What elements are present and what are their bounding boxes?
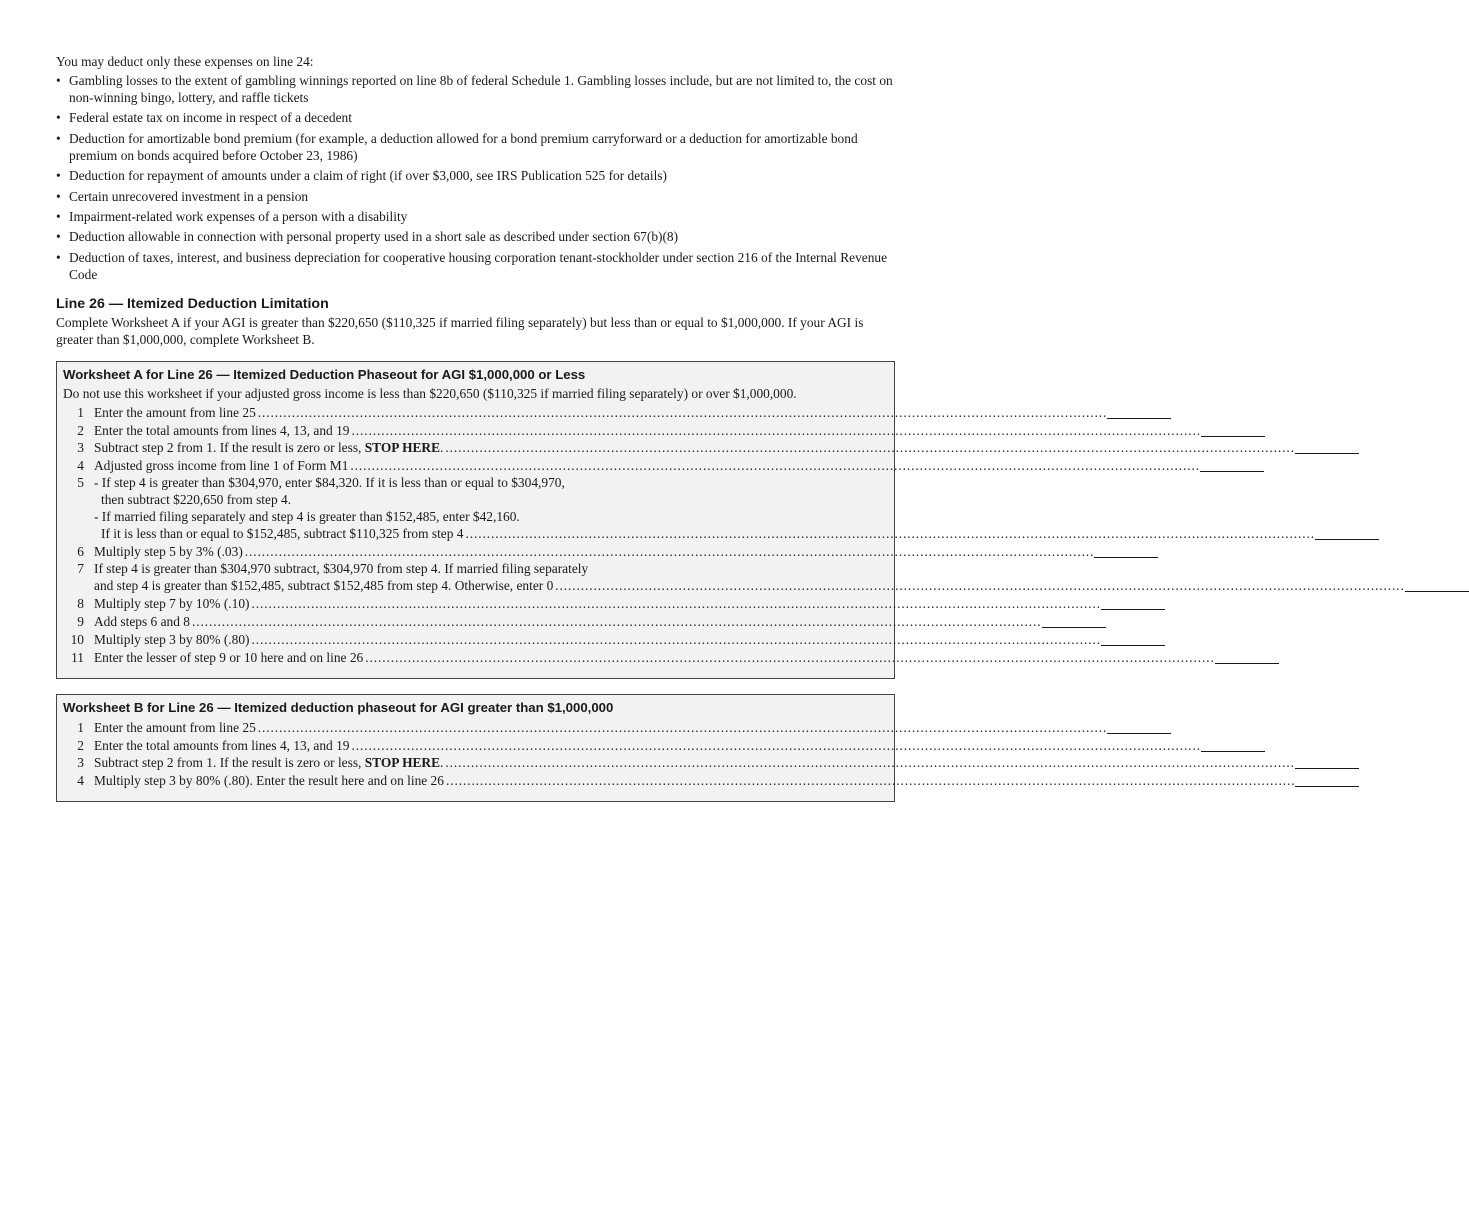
step-number: 11: [71, 649, 84, 665]
worksheet-a-step-8: [63, 594, 1102, 612]
step-number: 4: [77, 458, 84, 474]
step-number: 3: [77, 440, 84, 456]
list-item: • Certain unrecovered investment in a pension: [56, 188, 895, 205]
step-text: then subtract $220,650 from step 4.: [101, 492, 292, 508]
worksheet-b: [56, 694, 1296, 803]
worksheet-a-step-4-entry[interactable]: [1200, 457, 1264, 472]
step-text: - If step 4 is greater than $304,970, enter $84,320. If it is less than or equal to $304,970,: [94, 475, 565, 491]
leader-dots: ........................................................................................................................................................................................................: [365, 649, 1215, 665]
list-item: • Deduction allowable in connection with personal property used in a short sale as described under section 67(b)(8): [56, 228, 895, 245]
step-number: 5: [77, 475, 84, 491]
step-number: 1: [77, 404, 84, 420]
step-text: - If married filing separately and step 4 is greater than $152,485, enter $42,160.: [94, 509, 520, 525]
worksheet-b-step-1-entry[interactable]: [1107, 719, 1171, 734]
list-item: • Deduction of taxes, interest, and business depreciation for cooperative housing corporation tenant-stockholder under section 216 of the Internal Revenue Code: [56, 249, 895, 283]
worksheet-a-step-11-entry[interactable]: [1215, 649, 1279, 664]
deductible-expenses-list: [56, 72, 895, 283]
line26-instructions: Complete Worksheet A if your AGI is greater than $220,650 ($110,325 if married filing separately) but less than or equal to $1,000,000. If your AGI is greater than $1,000,000, complete Worksheet B.: [56, 314, 864, 347]
leader-dots: ........................................................................................................................................................................................................: [257, 719, 1108, 735]
leader-dots: ........................................................................................................................................................................................................: [445, 773, 1296, 789]
step-text: Adjusted gross income from line 1 of Form M1: [94, 458, 349, 474]
step-text: Multiply step 7 by 10% (.10): [94, 596, 250, 612]
step-number: 8: [77, 596, 84, 612]
worksheet-a-step-2-entry[interactable]: [1201, 422, 1265, 437]
step-text: Enter the lesser of step 9 or 10 here and on line 26: [94, 649, 364, 665]
step-number: 1: [77, 719, 84, 735]
step-text: Multiply step 3 by 80% (.80): [94, 631, 250, 647]
worksheet-a-step-1: [63, 403, 1108, 421]
step-text: Subtract step 2 from 1. If the result is zero or less, STOP HERE.: [94, 440, 444, 456]
worksheet-a-step-5-entry[interactable]: [1315, 525, 1379, 540]
step-text: Enter the amount from line 25: [94, 719, 256, 735]
intro-text: You may deduct only these expenses on line 24:: [56, 54, 314, 69]
worksheet-b-step-4-entry[interactable]: [1295, 772, 1359, 787]
step-text: Multiply step 5 by 3% (.03): [94, 544, 243, 560]
stop-here-label: STOP HERE: [364, 755, 441, 771]
leader-dots: ........................................................................................................................................................................................................: [257, 404, 1108, 420]
leader-dots: ........................................................................................................................................................................................................: [351, 422, 1202, 438]
worksheet-a-step-9-entry[interactable]: [1042, 613, 1106, 628]
step-text: Subtract step 2 from 1. If the result is zero or less, STOP HERE.: [94, 755, 444, 771]
line26-heading: Line 26 — Itemized Deduction Limitation: [56, 295, 329, 312]
step-text: Add steps 6 and 8: [94, 613, 190, 629]
list-item: • Gambling losses to the extent of gambling winnings reported on line 8b of federal Schedule 1. Gambling losses include, but are not limited to, the cost on non-winning bingo, lottery, and raffle tickets: [56, 72, 895, 106]
step-number: 7: [77, 561, 84, 577]
leader-dots: ........................................................................................................................................................................................................: [465, 526, 1316, 542]
step-text: and step 4 is greater than $152,485, subtract $152,485 from step 4. Otherwise, enter 0: [94, 578, 554, 594]
worksheet-a-step-7-entry[interactable]: [1405, 577, 1469, 592]
worksheet-a-title: Worksheet A for Line 26 — Itemized Deduction Phaseout for AGI $1,000,000 or Less: [63, 366, 586, 382]
list-item: • Federal estate tax on income in respect of a decedent: [56, 109, 895, 126]
worksheet-a-step-6-entry[interactable]: [1094, 543, 1158, 558]
step-number: 2: [77, 737, 84, 753]
worksheet-b-step-3-entry[interactable]: [1295, 754, 1359, 769]
worksheet-a-step-2: [63, 421, 1202, 439]
worksheet-a-step-9: [63, 612, 1042, 630]
worksheet-a: [56, 361, 1405, 679]
leader-dots: ........................................................................................................................................................................................................: [191, 613, 1042, 629]
step-text: Enter the total amounts from lines 4, 13, and 19: [94, 422, 350, 438]
worksheet-a-step-3-entry[interactable]: [1295, 439, 1359, 454]
step-text: Enter the amount from line 25: [94, 404, 256, 420]
worksheet-a-note: Do not use this worksheet if your adjusted gross income is less than $220,650 ($110,325 if married filing separately) or over $1,000,000.: [63, 385, 797, 401]
list-item: • Impairment-related work expenses of a person with a disability: [56, 208, 895, 225]
worksheet-b-step-2: [63, 736, 1202, 754]
worksheet-a-step-4: [63, 456, 1200, 474]
list-item: • Deduction for amortizable bond premium (for example, a deduction allowed for a bond premium carryforward or a deduction for amortizable bond premium on bonds acquired before October 23, 1986): [56, 130, 895, 164]
worksheet-b-step-1: [63, 718, 1108, 736]
worksheet-b-title: Worksheet B for Line 26 — Itemized deduction phaseout for AGI greater than $1,000,000: [63, 699, 614, 715]
step-number: 4: [77, 773, 84, 789]
worksheet-a-step-1-entry[interactable]: [1107, 404, 1171, 419]
leader-dots: ........................................................................................................................................................................................................: [350, 458, 1200, 474]
worksheet-b-step-2-entry[interactable]: [1201, 737, 1265, 752]
list-item: • Deduction for repayment of amounts under a claim of right (if over $3,000, see IRS Publication 525 for details): [56, 167, 895, 184]
leader-dots: ........................................................................................................................................................................................................: [251, 596, 1102, 612]
worksheet-a-step-3: [63, 439, 1295, 457]
worksheet-a-step-5: [63, 474, 1316, 542]
step-number: 10: [70, 631, 84, 647]
leader-dots: ........................................................................................................................................................................................................: [555, 578, 1405, 594]
step-number: 6: [77, 544, 84, 560]
step-text: Enter the total amounts from lines 4, 13, and 19: [94, 737, 350, 753]
worksheet-b-step-3: [63, 754, 1295, 772]
step-text: If it is less than or equal to $152,485, subtract $110,325 from step 4: [101, 526, 464, 542]
leader-dots: ........................................................................................................................................................................................................: [445, 755, 1295, 771]
worksheet-a-step-10-entry[interactable]: [1101, 631, 1165, 646]
leader-dots: ........................................................................................................................................................................................................: [244, 544, 1095, 560]
step-text: If step 4 is greater than $304,970 subtract, $304,970 from step 4. If married filing separately: [94, 561, 589, 577]
step-number: 3: [77, 755, 84, 771]
leader-dots: ........................................................................................................................................................................................................: [251, 631, 1102, 647]
worksheet-a-step-10: [63, 630, 1102, 648]
step-text: Multiply step 3 by 80% (.80). Enter the result here and on line 26: [94, 773, 444, 789]
worksheet-a-step-8-entry[interactable]: [1101, 595, 1165, 610]
step-number: 2: [77, 422, 84, 438]
worksheet-b-step-4: [63, 771, 1296, 789]
step-number: 9: [77, 613, 84, 629]
worksheet-a-step-7: [63, 560, 1405, 594]
worksheet-a-step-6: [63, 542, 1095, 560]
worksheet-a-step-11: [63, 648, 1215, 666]
leader-dots: ........................................................................................................................................................................................................: [445, 440, 1295, 456]
stop-here-label: STOP HERE: [364, 440, 441, 456]
leader-dots: ........................................................................................................................................................................................................: [351, 737, 1202, 753]
